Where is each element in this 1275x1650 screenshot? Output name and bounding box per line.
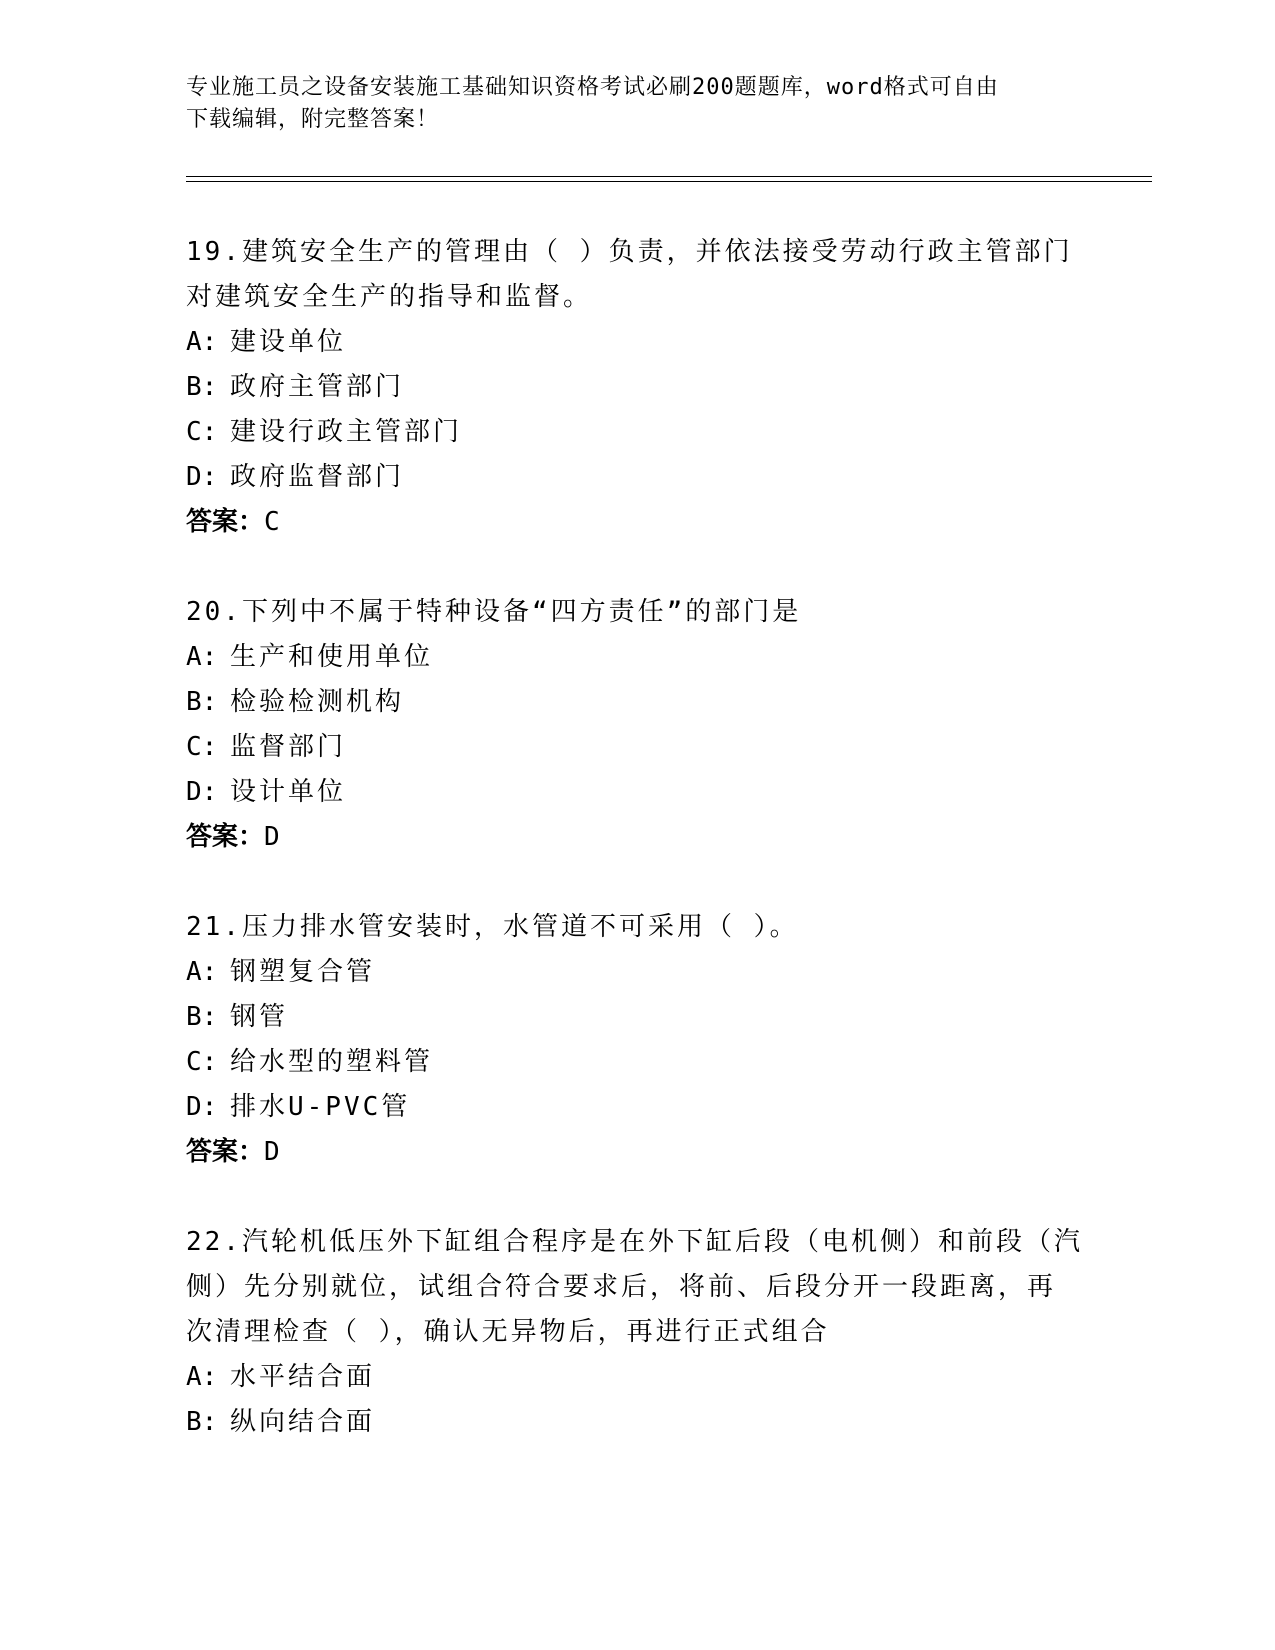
- option-text: 建设行政主管部门: [230, 417, 463, 447]
- option-letter: D:: [186, 462, 218, 492]
- option-a: [186, 320, 1086, 365]
- answer-label: 答案：: [186, 507, 265, 537]
- header-divider-bottom: [186, 181, 1152, 182]
- option-text: 设计单位: [230, 777, 347, 807]
- option-c: [186, 410, 1086, 455]
- answer-value: D: [264, 1137, 280, 1167]
- question-stem-line: 21.压力排水管安装时，水管道不可采用（ ）。: [186, 912, 799, 942]
- header-line-1: 专业施工员之设备安装施工基础知识资格考试必刷200题题库，word格式可自由: [186, 75, 999, 100]
- option-text: 检验检测机构: [230, 687, 405, 717]
- option-c: [186, 1040, 1086, 1085]
- option-text: 排水U-PVC管: [230, 1092, 411, 1122]
- option-a: [186, 950, 1086, 995]
- question-22: [186, 1220, 1086, 1445]
- option-text: 钢管: [230, 1002, 289, 1032]
- answer-label: 答案：: [186, 822, 265, 852]
- option-text: 生产和使用单位: [230, 642, 434, 672]
- option-a: [186, 635, 1086, 680]
- option-b: [186, 995, 1086, 1040]
- option-letter: B:: [186, 687, 218, 717]
- question-stem-line: 19.建筑安全生产的管理由（ ）负责，并依法接受劳动行政主管部门: [186, 237, 1073, 267]
- question-stem-line: 20.下列中不属于特种设备“四方责任”的部门是: [186, 597, 802, 627]
- option-letter: A:: [186, 642, 218, 672]
- option-letter: D:: [186, 1092, 218, 1122]
- option-letter: C:: [186, 417, 218, 447]
- question-20: [186, 590, 1086, 860]
- option-text: 政府主管部门: [230, 372, 405, 402]
- answer-value: C: [264, 507, 280, 537]
- option-letter: B:: [186, 1002, 218, 1032]
- option-letter: C:: [186, 732, 218, 762]
- option-letter: C:: [186, 1047, 218, 1077]
- answer-label: 答案：: [186, 1137, 265, 1167]
- option-text: 建设单位: [230, 327, 347, 357]
- option-d: [186, 770, 1086, 815]
- option-letter: D:: [186, 777, 218, 807]
- option-letter: A:: [186, 957, 218, 987]
- answer-value: D: [264, 822, 280, 852]
- question-stem-line: 对建筑安全生产的指导和监督。: [186, 282, 593, 312]
- option-letter: A:: [186, 327, 218, 357]
- option-d: [186, 1085, 1086, 1130]
- header-divider-top: [186, 176, 1152, 177]
- option-b: [186, 680, 1086, 725]
- option-letter: A:: [186, 1362, 218, 1392]
- document-header: [186, 72, 1086, 136]
- question-21: [186, 905, 1086, 1175]
- option-c: [186, 725, 1086, 770]
- header-line-2: 下载编辑，附完整答案！: [186, 107, 440, 132]
- option-letter: B:: [186, 1407, 218, 1437]
- option-text: 监督部门: [230, 732, 347, 762]
- option-text: 给水型的塑料管: [230, 1047, 434, 1077]
- option-text: 钢塑复合管: [230, 957, 376, 987]
- option-a: [186, 1355, 1086, 1400]
- question-19: [186, 230, 1086, 545]
- option-b: [186, 1400, 1086, 1445]
- option-text: 纵向结合面: [230, 1407, 376, 1437]
- option-b: [186, 365, 1086, 410]
- option-letter: B:: [186, 372, 218, 402]
- option-text: 政府监督部门: [230, 462, 405, 492]
- option-text: 水平结合面: [230, 1362, 376, 1392]
- question-stem-line: 22.汽轮机低压外下缸组合程序是在外下缸后段（电机侧）和前段（汽: [186, 1227, 1083, 1257]
- question-stem-line: 侧）先分别就位，试组合符合要求后，将前、后段分开一段距离，再: [186, 1272, 1057, 1302]
- option-d: [186, 455, 1086, 500]
- answer: [186, 815, 1086, 860]
- answer: [186, 500, 1086, 545]
- answer: [186, 1130, 1086, 1175]
- question-stem-line: 次清理检查（ ），确认无异物后，再进行正式组合: [186, 1317, 830, 1347]
